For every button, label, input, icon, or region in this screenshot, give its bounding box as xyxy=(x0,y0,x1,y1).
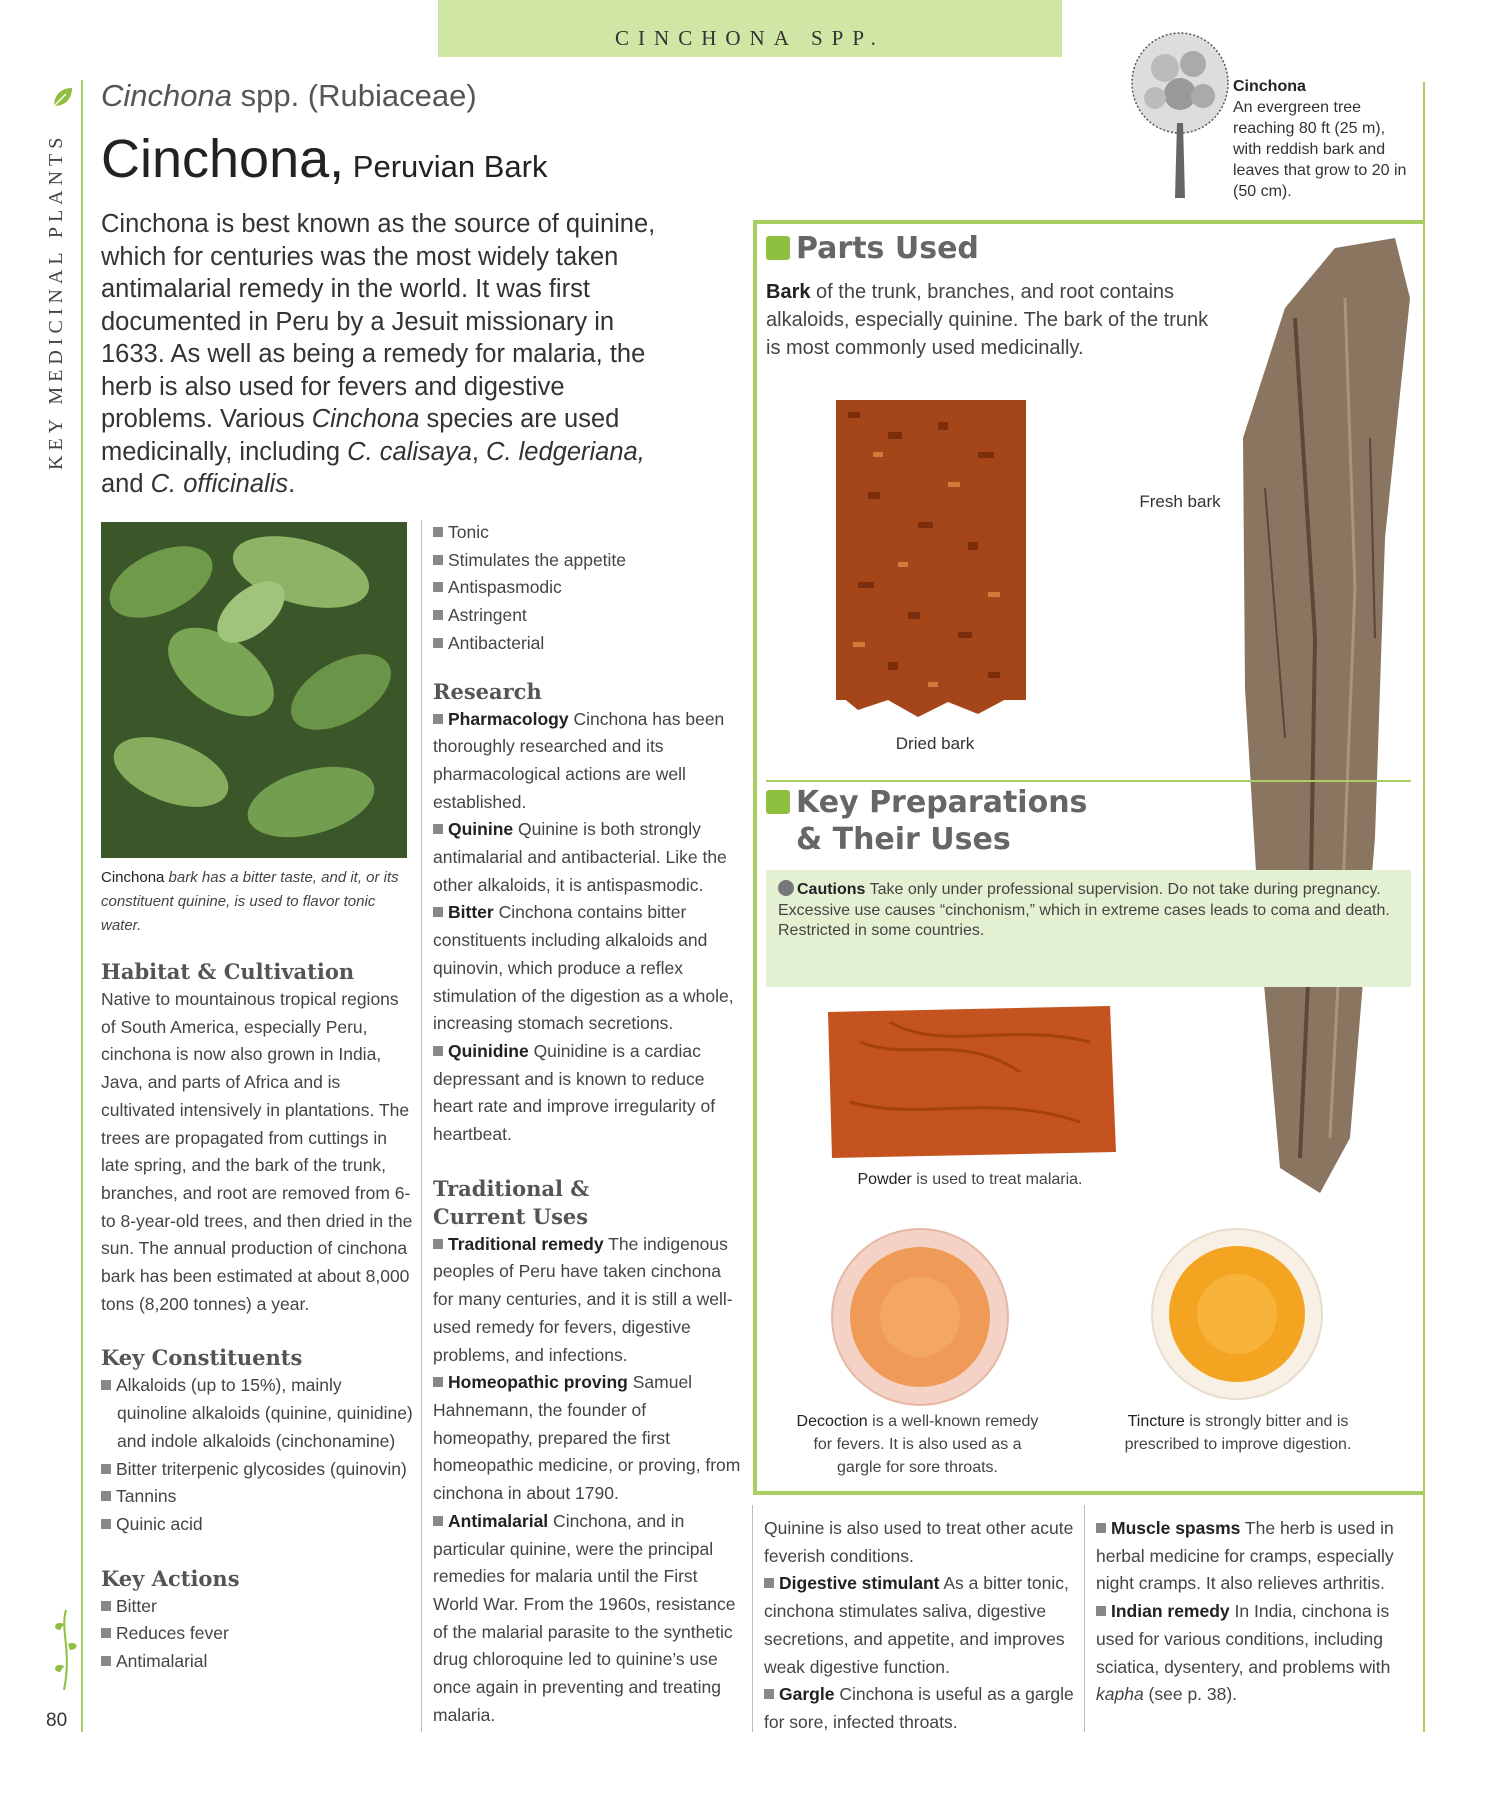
dried-bark-image xyxy=(828,392,1038,727)
research-heading: Research xyxy=(433,678,542,704)
parts-icon xyxy=(766,236,790,260)
section-side-label: KEY MEDICINAL PLANTS xyxy=(45,132,67,470)
tincture-image xyxy=(1148,1225,1326,1403)
constituent-item: Quinic acid xyxy=(101,1511,416,1539)
parts-used-heading: Parts Used xyxy=(766,230,979,267)
action-item: Tonic xyxy=(433,519,743,547)
panel-divider xyxy=(766,780,1411,782)
tree-caption-text: An evergreen tree reaching 80 ft (25 m), with reddish bark and leaves that grow to 20 in (50 cm). xyxy=(1233,99,1407,200)
preparations-heading: Key Preparations & Their Uses xyxy=(766,784,1087,858)
actions-heading: Key Actions xyxy=(101,1565,240,1591)
fresh-bark-image xyxy=(1225,238,1415,1198)
traditional-item: Antimalarial Cinchona, and in particular quinine, were the principal remedies for malaria until the First World War. From the 1960s, resistance of the malarial parasite to the synthetic drug chloroquine led to quinine’s use once again in preventing and treating malaria. xyxy=(433,1510,736,1725)
page-title xyxy=(101,128,548,190)
tincture-caption: Tincture is strongly bitter and is prescribed to improve digestion. xyxy=(1124,1413,1352,1453)
column-1 xyxy=(101,958,416,1676)
research-item: Bitter Cinchona contains bitter constituents including alkaloids and quinovin, which produce a reflex stimulation of the digestion as a whole, increasing stomach secretions. xyxy=(433,902,734,1034)
header-bar xyxy=(438,0,1062,57)
latin-family: spp. (Rubiaceae) xyxy=(231,78,477,113)
parts-used-text: Bark of the trunk, branches, and root contains alkaloids, especially quinine. The bark of the trunk is most commonly used medicinally. xyxy=(766,281,1209,359)
constituents-heading: Key Constituents xyxy=(101,1345,303,1371)
left-rule xyxy=(81,80,83,1732)
action-item: Antibacterial xyxy=(433,630,743,658)
traditional-item: Gargle Cinchona is useful as a gargle for sore, infected throats. xyxy=(764,1684,1074,1732)
action-item: Antimalarial xyxy=(101,1648,416,1676)
habitat-text: Native to mountainous tropical regions of South America, especially Peru, cinchona is now also grown in India, Java, and parts of Africa and is cultivated intensively in plantations. The trees are propagated from cuttings in late spring, and the bark of the trunk, branches, and root are removed from 6- to 8-year-old trees, and then dried in the sun. The annual production of cinchona bark has been estimated at about 8,000 tons (8,200 tonnes) a year. xyxy=(101,989,413,1314)
vine-icon xyxy=(46,1610,86,1690)
latin-genus: Cinchona xyxy=(101,78,232,113)
constituent-item: Alkaloids (up to 15%), mainly quinoline alkaloids (quinine, quinidine) and indole alkaloids (cinchonamine) xyxy=(101,1372,416,1455)
action-item: Stimulates the appetite xyxy=(433,547,743,575)
column-divider xyxy=(421,520,422,1732)
traditional-item: Traditional remedy The indigenous peoples of Peru have taken cinchona for many centuries, and it is still a well-used remedy for fevers, digestive problems, and infections. xyxy=(433,1233,733,1365)
column-divider xyxy=(752,1505,753,1732)
traditional-heading: Traditional & Current Uses xyxy=(433,1175,590,1229)
header-title: CINCHONA SPP. xyxy=(615,26,885,50)
traditional-item: Indian remedy In India, cinchona is used for various conditions, including sciatica, dysentery, and problems with kapha (see p. 38). xyxy=(1096,1601,1391,1705)
column-3 xyxy=(764,1515,1074,1737)
habitat-heading: Habitat & Cultivation xyxy=(101,959,355,984)
plant-photo xyxy=(101,522,407,858)
preparations-icon xyxy=(766,790,790,814)
traditional-item: Homeopathic proving Samuel Hahnemann, the founder of homeopathy, prepared the first homeopathic medicine, or proving, from cinchona in about 1790. xyxy=(433,1372,741,1504)
constituent-item: Tannins xyxy=(101,1483,416,1511)
traditional-item: Digestive stimulant As a bitter tonic, cinchona stimulates saliva, digestive secretions, and appetite, and improves weak digestive function. xyxy=(764,1573,1069,1677)
traditional-continued: Quinine is also used to treat other acute feverish conditions. xyxy=(764,1518,1074,1566)
powder-image xyxy=(820,1002,1120,1162)
caution-box: Cautions Take only under professional supervision. Do not take during pregnancy. Excessive use causes “cinchonism,” which in extreme cases leads to coma and death. Restricted in some countries. xyxy=(766,870,1411,987)
action-item: Antispasmodic xyxy=(433,574,743,602)
research-item: Pharmacology Cinchona has been thoroughly researched and its pharmacological actions are well established. xyxy=(433,708,725,812)
action-item: Astringent xyxy=(433,602,743,630)
dried-bark-label: Dried bark xyxy=(895,734,975,753)
constituent-item: Bitter triterpenic glycosides (quinovin) xyxy=(101,1456,416,1484)
decoction-image xyxy=(828,1225,1013,1410)
page-number: 80 xyxy=(46,1710,68,1731)
caution-icon xyxy=(778,880,794,896)
latin-name xyxy=(101,78,477,114)
column-divider xyxy=(1084,1505,1085,1732)
photo-caption: Cinchona bark has a bitter taste, and it, or its constituent quinine, is used to flavor tonic water. xyxy=(101,869,399,934)
action-item: Bitter xyxy=(101,1593,416,1621)
leaf-icon xyxy=(50,84,76,110)
tree-caption-title: Cinchona xyxy=(1233,78,1306,95)
column-4 xyxy=(1096,1515,1416,1709)
powder-caption: Powder is used to treat malaria. xyxy=(857,1171,1083,1188)
traditional-item: Muscle spasms The herb is used in herbal medicine for cramps, especially night cramps. It also relieves arthritis. xyxy=(1096,1518,1394,1594)
title-common-name: Peruvian Bark xyxy=(344,149,548,184)
tree-caption xyxy=(1233,76,1413,202)
tree-illustration xyxy=(1125,28,1235,203)
fresh-bark-label: Fresh bark xyxy=(1139,492,1221,511)
intro-paragraph: Cinchona is best known as the source of quinine, which for centuries was the most widely taken antimalarial remedy in the world. It was first documented in Peru by a Jesuit missionary in 1633. As well as being a remedy for malaria, the herb is also used for fevers and digestive problems. Various Cinchona species are used medicinally, including C. calisaya, C. ledgeriana, and C. officinalis. xyxy=(101,210,656,498)
research-item: Quinidine Quinidine is a cardiac depressant and is known to reduce heart rate and improve irregularity of heartbeat. xyxy=(433,1040,716,1145)
decoction-caption: Decoction is a well-known remedy for fevers. It is also used as a gargle for sore throats. xyxy=(796,1413,1039,1476)
action-item: Reduces fever xyxy=(101,1620,416,1648)
research-item: Quinine Quinine is both strongly antimalarial and antibacterial. Like the other alkaloids, it is antispasmodic. xyxy=(433,819,727,895)
column-2 xyxy=(433,519,743,1729)
title-main: Cinchona, xyxy=(101,129,345,189)
